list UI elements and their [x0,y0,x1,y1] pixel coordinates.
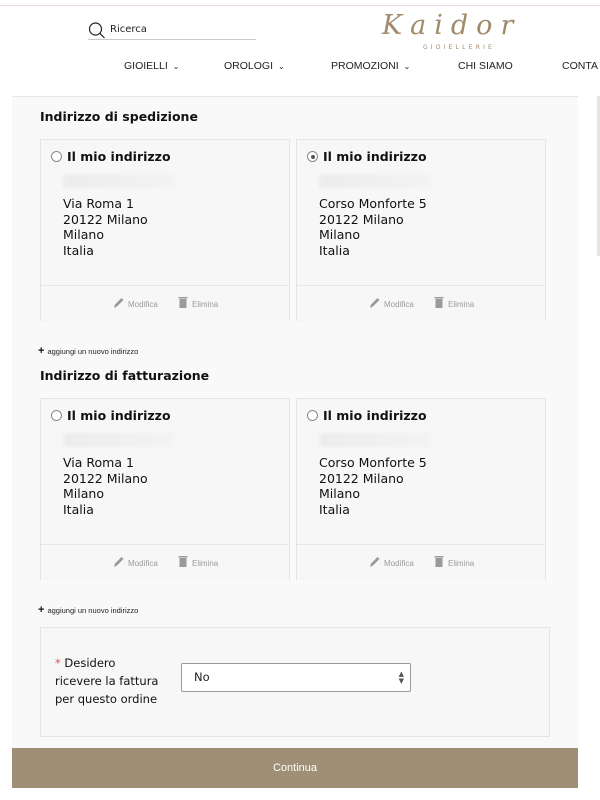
address-radio[interactable] [307,410,318,421]
address-line: Corso Monforte 5 [319,196,427,211]
search-input[interactable] [110,24,240,35]
pencil-icon [369,296,381,309]
plus-icon: + [38,604,45,616]
address-lines [319,455,427,517]
nav-label: PROMOZIONI [331,60,399,72]
address-line: Milano [319,486,360,501]
invoice-select-value: No [194,670,210,684]
shipping-title: Indirizzo di spedizione [40,109,198,124]
edit-button[interactable] [369,296,414,309]
pencil-icon [113,555,125,568]
nav-label: GIOIELLI [124,60,168,72]
card-header[interactable] [307,408,427,423]
nav-label: OROLOGI [224,60,274,72]
select-arrow-icon: ▲ ▼ [398,670,404,685]
edit-label: Modifica [128,300,158,309]
edit-button[interactable] [369,555,414,568]
search-bar[interactable] [88,20,256,40]
nav-item-gioielli[interactable] [124,60,179,72]
address-line: Italia [319,501,350,517]
add-address-label: aggiungi un nuovo indirizzo [47,605,139,615]
edit-label: Modifica [384,300,414,309]
edit-label: Modifica [384,559,414,568]
pencil-icon [113,296,125,309]
address-radio-selected[interactable] [307,151,318,162]
delete-button[interactable] [433,296,474,309]
nav-item-promozioni[interactable] [331,60,410,72]
address-line: Italia [63,501,94,517]
invoice-label-text: Desidero ricevere la fattura per questo ordine [55,656,159,706]
edit-label: Modifica [128,559,158,568]
main-nav [0,56,600,80]
address-radio[interactable] [51,410,62,421]
shipping-address-card[interactable] [296,139,546,321]
plus-icon: + [38,345,45,357]
delete-label: Elimina [448,300,475,309]
nav-label: CONTA [562,60,598,72]
card-actions [41,544,289,580]
add-address-label: aggiungi un nuovo indirizzo [47,346,139,356]
address-line: 20122 Milano [319,211,404,227]
address-line: Milano [63,227,104,242]
address-radio[interactable] [51,151,62,162]
required-mark: * [55,656,61,670]
address-line: Via Roma 1 [63,196,134,211]
address-line: Italia [63,242,94,258]
address-lines [63,196,148,258]
continue-button[interactable]: Continua [12,748,578,788]
invoice-label [55,654,165,708]
brand-logo[interactable] [382,10,522,54]
pencil-icon [369,555,381,568]
delete-button[interactable] [177,296,218,309]
shipping-address-card[interactable] [40,139,290,321]
delete-button[interactable] [433,555,474,568]
add-billing-address-link[interactable] [38,604,138,616]
delete-label: Elimina [192,300,219,309]
address-name: Il mio indirizzo [323,408,427,423]
trash-icon [433,555,445,568]
card-header[interactable] [51,408,171,423]
address-lines [63,455,148,517]
card-actions [297,544,545,580]
nav-item-orologi[interactable] [224,60,285,72]
address-line: Italia [319,242,350,258]
chevron-down-icon: ⌄ [172,61,180,71]
billing-address-card[interactable] [40,398,290,580]
invoice-panel [40,627,550,737]
address-line: Corso Monforte 5 [319,455,427,470]
add-shipping-address-link[interactable] [38,345,138,357]
address-line: Milano [319,227,360,242]
billing-address-card[interactable] [296,398,546,580]
trash-icon [433,296,445,309]
redacted-name [63,174,175,188]
invoice-select[interactable] [181,663,411,692]
chevron-down-icon: ⌄ [403,61,411,71]
billing-title: Indirizzo di fatturazione [40,368,210,383]
address-name: Il mio indirizzo [323,149,427,164]
checkout-content [12,96,578,748]
top-border [0,0,600,6]
redacted-name [319,433,431,447]
card-actions [297,285,545,321]
address-name: Il mio indirizzo [67,149,171,164]
nav-item-chi-siamo[interactable] [458,60,513,72]
redacted-name [319,174,431,188]
nav-item-contatti[interactable] [562,60,598,72]
address-line: Via Roma 1 [63,455,134,470]
nav-label: CHI SIAMO [458,60,513,72]
card-header[interactable] [51,149,171,164]
card-header[interactable] [307,149,427,164]
address-line: 20122 Milano [319,470,404,486]
redacted-name [63,433,175,447]
trash-icon [177,555,189,568]
address-line: 20122 Milano [63,470,148,486]
logo-subtitle: GIOIELLERIE [422,44,496,51]
address-line: 20122 Milano [63,211,148,227]
address-line: Milano [63,486,104,501]
delete-label: Elimina [448,559,475,568]
address-lines [319,196,427,258]
chevron-down-icon: ⌄ [278,61,285,71]
edit-button[interactable] [113,555,158,568]
search-icon [88,21,106,39]
address-name: Il mio indirizzo [67,408,171,423]
logo-wordmark: Kaidor [382,10,522,41]
delete-button[interactable] [177,555,218,568]
trash-icon [177,296,189,309]
card-actions [41,285,289,321]
edit-button[interactable] [113,296,158,309]
delete-label: Elimina [192,559,219,568]
